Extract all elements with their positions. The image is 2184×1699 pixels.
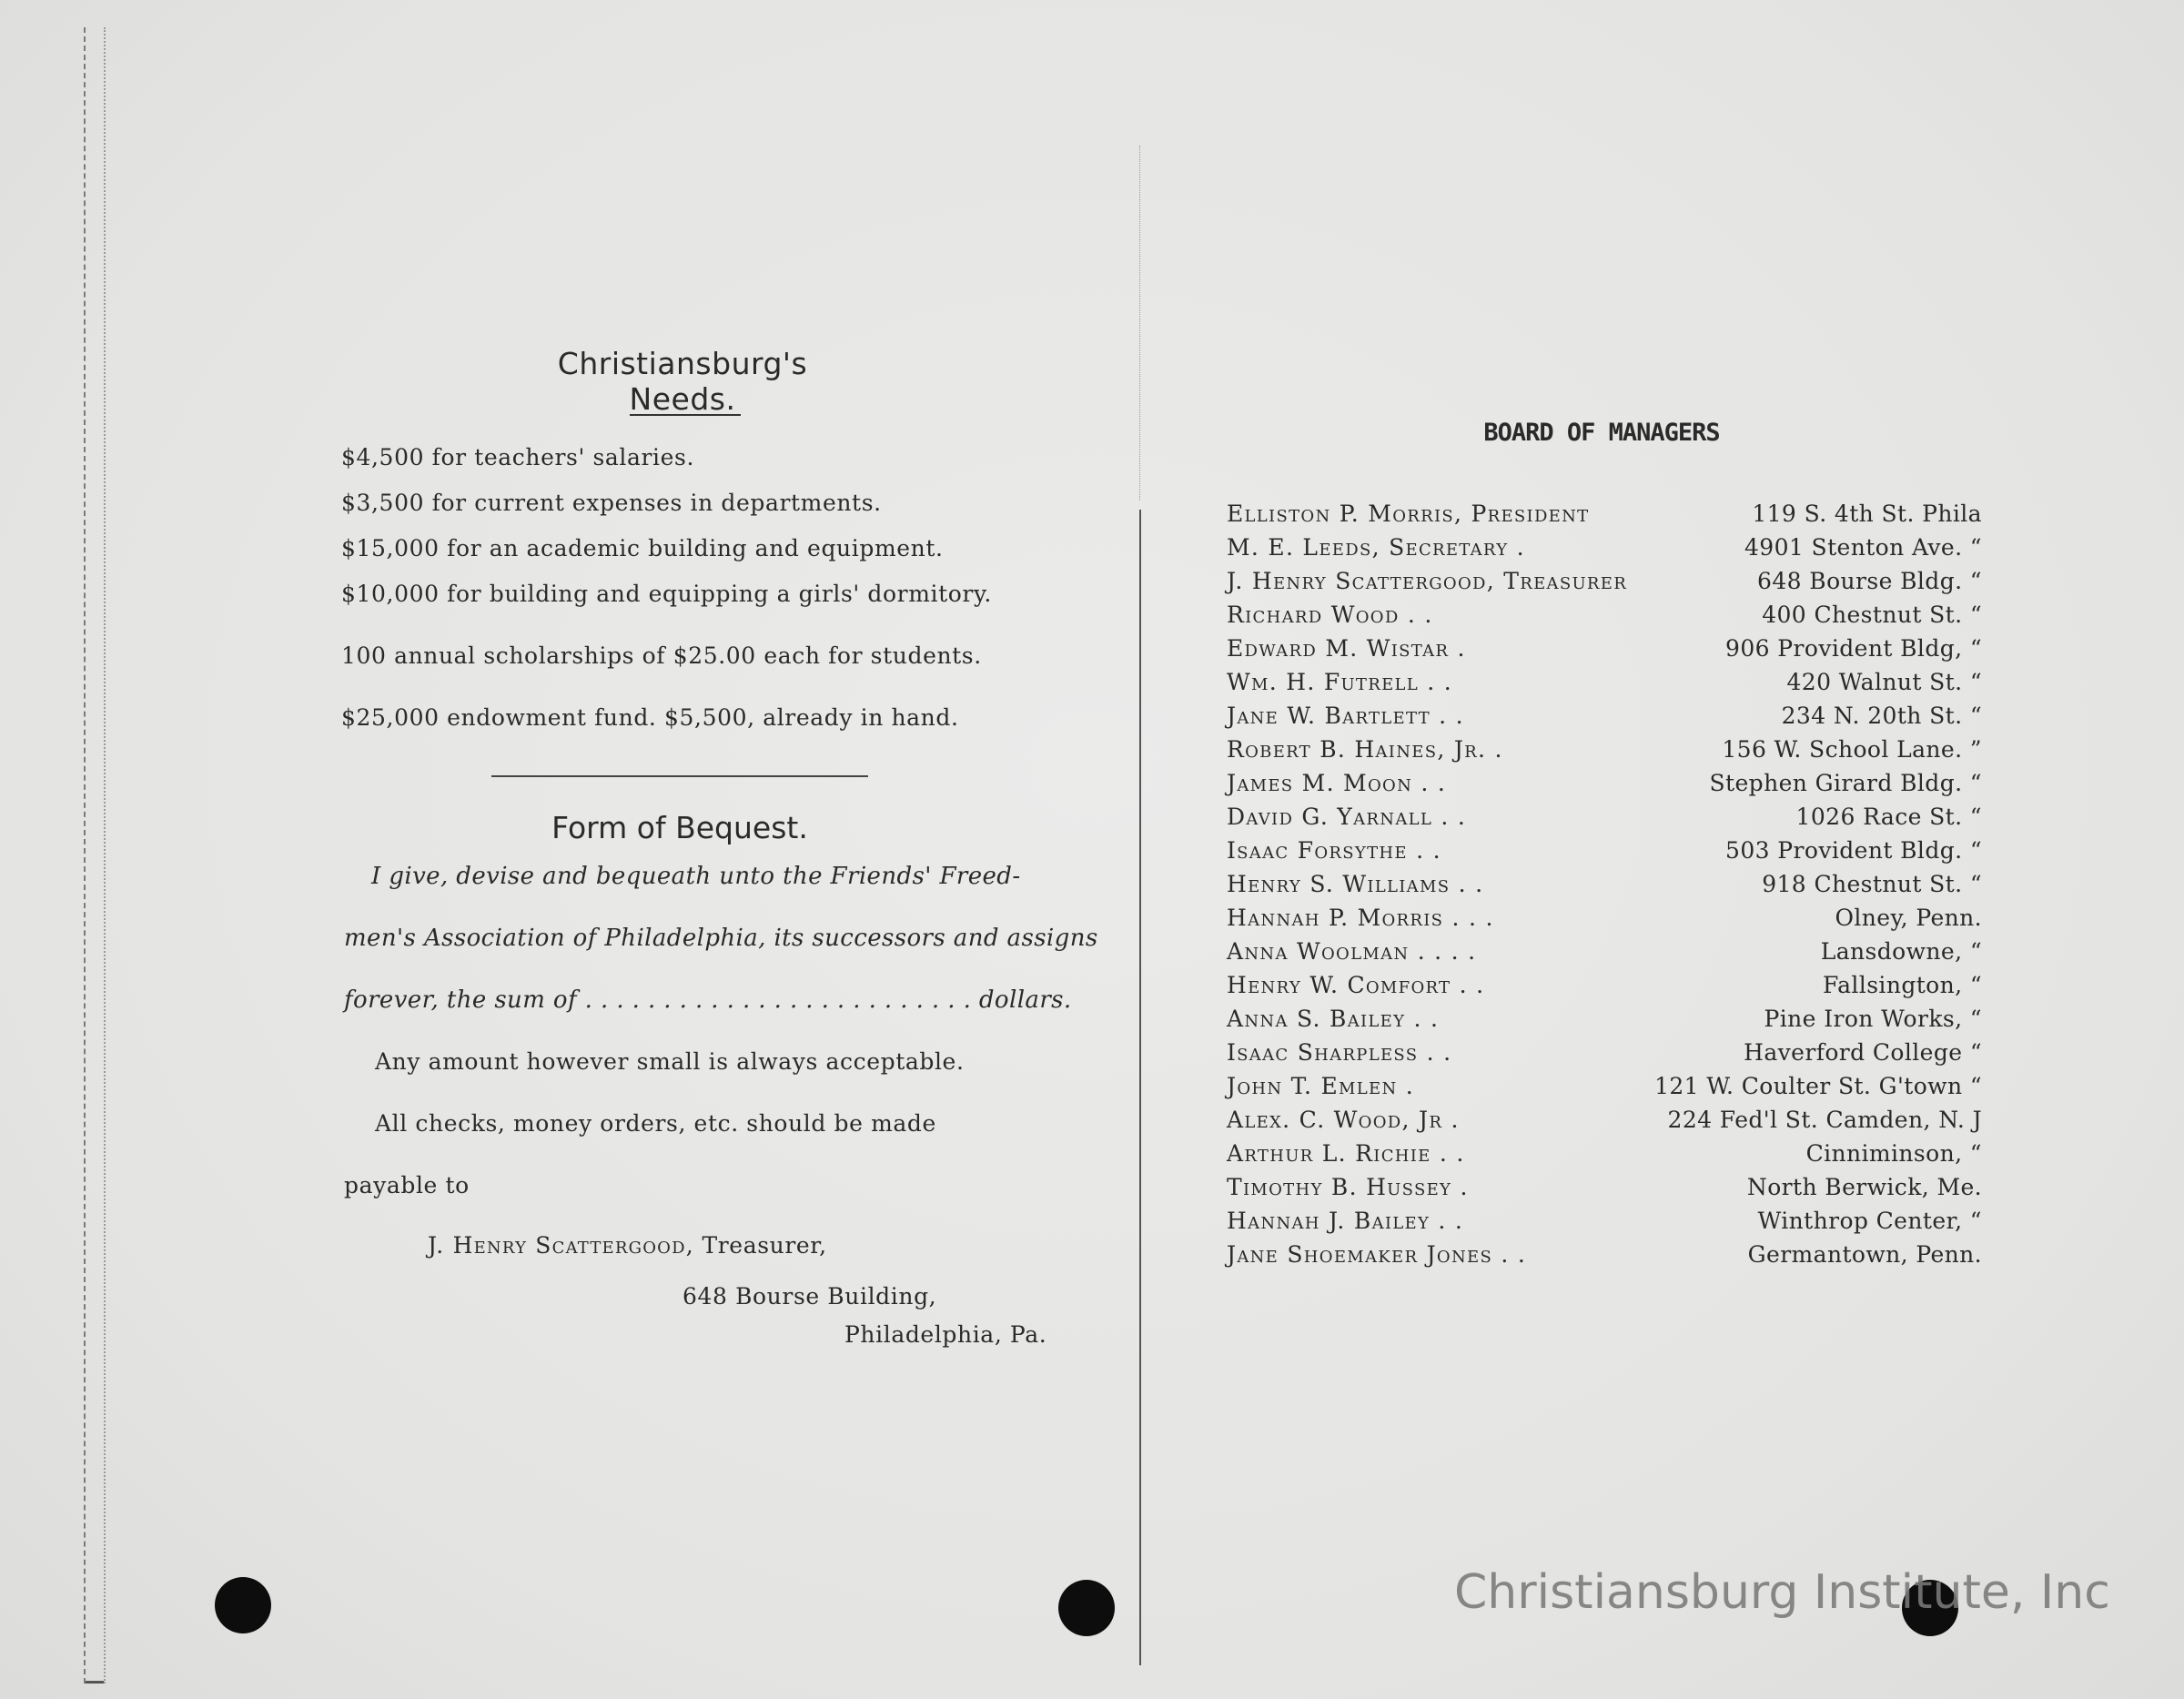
need-item: $4,500 for teachers' salaries.	[341, 444, 695, 470]
title-rule	[630, 414, 741, 416]
manager-name: Hannah P. Morris . . .	[1227, 905, 1494, 931]
manager-name: Henry W. Comfort . .	[1227, 972, 1485, 998]
manager-address: Olney, Penn.	[1835, 905, 1982, 931]
manager-row	[1227, 669, 1982, 700]
punch-hole-left	[215, 1577, 271, 1633]
manager-address: 906 Provident Bldg, “	[1725, 635, 1982, 662]
manager-row	[1227, 1208, 1982, 1239]
manager-name: Henry S. Williams . .	[1227, 871, 1484, 897]
manager-address: 119 S. 4th St. Phila	[1752, 501, 1982, 527]
manager-address: 156 W. School Lane. ”	[1722, 736, 1982, 763]
manager-row	[1227, 871, 1982, 902]
bequest-text-line: forever, the sum of . . . . . . . . . . . . . . . . . . . . . . . . . dollars.	[344, 986, 1072, 1014]
manager-address: North Berwick, Me.	[1746, 1174, 1982, 1200]
address-line-1: 648 Bourse Building,	[682, 1283, 937, 1310]
manager-name: M. E. Leeds, Secretary .	[1227, 534, 1525, 561]
manager-address: 121 W. Coulter St. G'town “	[1654, 1073, 1982, 1099]
acceptable-note: Any amount however small is always acceptable.	[375, 1048, 965, 1075]
manager-address: 503 Provident Bldg. “	[1725, 837, 1982, 864]
manager-row	[1227, 770, 1982, 801]
manager-address: 224 Fed'l St. Camden, N. J	[1667, 1107, 1982, 1133]
center-fold	[1139, 510, 1141, 1665]
needs-title: Christiansburg's Needs.	[557, 346, 808, 417]
manager-name: Wm. H. Futrell . .	[1227, 669, 1453, 695]
manager-address: 400 Chestnut St. “	[1762, 602, 1982, 628]
section-rule	[491, 775, 868, 777]
manager-row	[1227, 837, 1982, 868]
manager-row	[1227, 1006, 1982, 1037]
manager-address: 1026 Race St. “	[1795, 804, 1982, 830]
manager-row	[1227, 1140, 1982, 1171]
manager-name: Richard Wood . .	[1227, 602, 1433, 628]
manager-address: Winthrop Center, “	[1757, 1208, 1982, 1234]
manager-name: Edward M. Wistar .	[1227, 635, 1466, 662]
manager-row	[1227, 568, 1982, 599]
manager-row	[1227, 905, 1982, 935]
manager-name: Arthur L. Richie . .	[1227, 1140, 1465, 1167]
manager-row	[1227, 804, 1982, 834]
address-line-2: Philadelphia, Pa.	[844, 1321, 1047, 1348]
manager-row	[1227, 1241, 1982, 1272]
center-fold-faint	[1139, 146, 1140, 501]
manager-name: Alex. C. Wood, Jr .	[1227, 1107, 1460, 1133]
watermark: Christiansburg Institute, Inc	[1454, 1565, 2110, 1620]
manager-row	[1227, 501, 1982, 531]
manager-name: Elliston P. Morris, President	[1227, 501, 1590, 527]
manager-name: James M. Moon . .	[1227, 770, 1447, 796]
manager-address: 648 Bourse Bldg. “	[1757, 568, 1982, 594]
manager-row	[1227, 972, 1982, 1003]
manager-name: Jane Shoemaker Jones . .	[1227, 1241, 1527, 1268]
payable-line: payable to	[344, 1172, 470, 1198]
treasurer-line	[428, 1232, 827, 1259]
manager-row	[1227, 938, 1982, 969]
treasurer-title: Treasurer,	[693, 1232, 827, 1259]
manager-name: John T. Emlen .	[1227, 1073, 1414, 1099]
manager-row	[1227, 635, 1982, 666]
manager-name: Jane W. Bartlett . .	[1227, 703, 1464, 729]
manager-address: Fallsington, “	[1823, 972, 1982, 998]
binder-edge	[84, 27, 106, 1684]
manager-row	[1227, 602, 1982, 632]
need-item: $15,000 for an academic building and equipment.	[341, 535, 944, 561]
manager-name: Isaac Sharpless . .	[1227, 1039, 1452, 1066]
manager-address: 4901 Stenton Ave. “	[1744, 534, 1982, 561]
manager-name: Anna S. Bailey . .	[1227, 1006, 1440, 1032]
manager-name: Anna Woolman . . . .	[1227, 938, 1477, 965]
manager-row	[1227, 736, 1982, 767]
manager-address: 234 N. 20th St. “	[1781, 703, 1982, 729]
need-item: $3,500 for current expenses in departments.	[341, 490, 882, 516]
manager-row	[1227, 1073, 1982, 1104]
need-item: $10,000 for building and equipping a girls' dormitory.	[341, 581, 992, 607]
need-item: $25,000 endowment fund. $5,500, already in hand.	[341, 704, 959, 731]
punch-hole-center	[1058, 1580, 1115, 1636]
manager-name: Hannah J. Bailey . .	[1227, 1208, 1464, 1234]
checks-line: All checks, money orders, etc. should be made	[375, 1110, 936, 1137]
bequest-text-line: men's Association of Philadelphia, its successors and assigns	[344, 925, 1098, 952]
manager-address: 420 Walnut St. “	[1786, 669, 1982, 695]
manager-address: Pine Iron Works, “	[1764, 1006, 1982, 1032]
manager-name: J. Henry Scattergood, Treasurer	[1227, 568, 1628, 594]
manager-address: Lansdowne, “	[1820, 938, 1982, 965]
need-item: 100 annual scholarships of $25.00 each for students.	[341, 642, 982, 669]
manager-row	[1227, 534, 1982, 565]
manager-row	[1227, 1039, 1982, 1070]
bequest-text-line: I give, devise and bequeath unto the Friends' Freed-	[371, 863, 1021, 890]
manager-name: Timothy B. Hussey .	[1227, 1174, 1469, 1200]
manager-address: Germantown, Penn.	[1747, 1241, 1982, 1268]
treasurer-name: J. Henry Scattergood,	[428, 1232, 694, 1259]
manager-name: Isaac Forsythe . .	[1227, 837, 1441, 864]
manager-address: Haverford College “	[1744, 1039, 1982, 1066]
manager-row	[1227, 703, 1982, 733]
manager-address: Cinniminson, “	[1805, 1140, 1982, 1167]
manager-address: 918 Chestnut St. “	[1762, 871, 1982, 897]
manager-name: Robert B. Haines, Jr. .	[1227, 736, 1503, 763]
manager-row	[1227, 1107, 1982, 1138]
manager-address: Stephen Girard Bldg. “	[1709, 770, 1982, 796]
board-title: BOARD OF MANAGERS	[1483, 419, 1720, 447]
manager-row	[1227, 1174, 1982, 1205]
bequest-title: Form of Bequest.	[551, 810, 808, 845]
manager-name: David G. Yarnall . .	[1227, 804, 1467, 830]
